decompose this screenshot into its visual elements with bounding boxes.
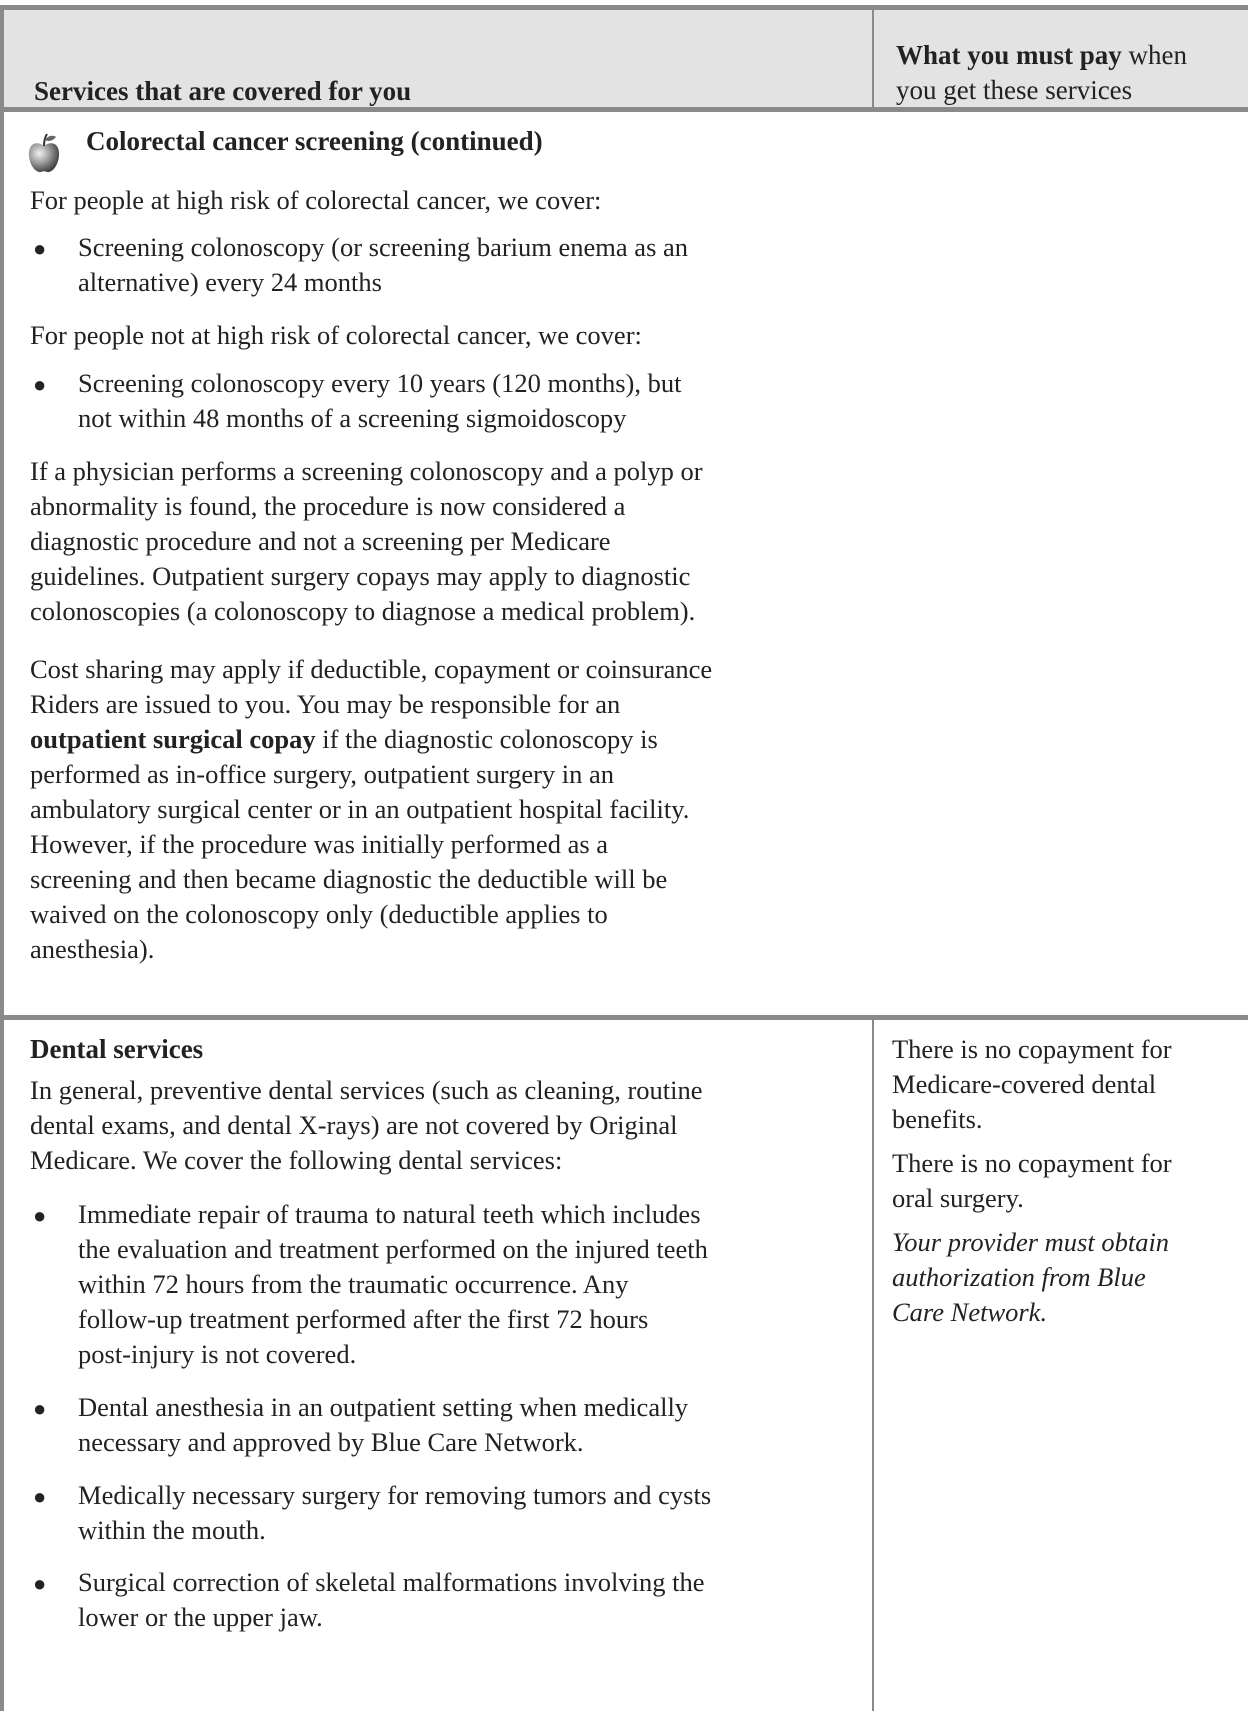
dental-pay-line: There is no copayment for [892, 1034, 1172, 1064]
dental-title: Dental services [30, 1034, 204, 1064]
dental-pay-line: oral surgery. [892, 1183, 1024, 1213]
header-divider [872, 5, 874, 112]
dental-bullet1-line: the evaluation and treatment performed on the injured teeth [78, 1234, 708, 1264]
bullet-marker: ● [33, 236, 47, 261]
dental-auth-line: authorization from Blue [892, 1262, 1146, 1292]
dental-bullet3-line: within the mouth. [78, 1515, 266, 1545]
apple-icon [26, 132, 62, 174]
dental-pay-line: Medicare-covered dental [892, 1069, 1157, 1099]
dental-bullet4-line: lower or the upper jaw. [78, 1602, 323, 1632]
dental-intro-line: dental exams, and dental X-rays) are not covered by Original [30, 1110, 678, 1140]
section-divider [0, 1015, 1248, 1020]
dental-pay-line: benefits. [892, 1104, 983, 1134]
para2-line: Riders are issued to you. You may be responsible for an [30, 689, 621, 719]
dental-bullet1-line: within 72 hours from the traumatic occurrence. Any [78, 1269, 629, 1299]
high-risk-bullet-line1: Screening colonoscopy (or screening barium enema as an [78, 232, 689, 262]
high-risk-bullet-line2: alternative) every 24 months [78, 267, 382, 297]
dental-bullet3-line: Medically necessary surgery for removing tumors and cysts [78, 1480, 712, 1510]
para1-line: guidelines. Outpatient surgery copays may apply to diagnostic [30, 561, 691, 591]
bullet-marker: ● [33, 1396, 47, 1421]
bullet-marker: ● [33, 1484, 47, 1509]
para1-line: abnormality is found, the procedure is now considered a [30, 491, 626, 521]
header-pay-rest: when [1121, 40, 1188, 70]
not-high-bullet-line1: Screening colonoscopy every 10 years (120 months), but [78, 368, 682, 398]
dental-bullet1-line: follow-up treatment performed after the first 72 hours [78, 1304, 649, 1334]
bullet-marker: ● [33, 372, 47, 397]
not-high-risk-intro: For people not at high risk of colorectal cancer, we cover: [30, 320, 642, 350]
para2-line: performed as in-office surgery, outpatient surgery in an [30, 759, 615, 789]
dental-bullet2-line: Dental anesthesia in an outpatient setting when medically [78, 1392, 689, 1422]
dental-auth-line: Your provider must obtain [892, 1227, 1170, 1257]
colorectal-title: Colorectal cancer screening (continued) [86, 126, 543, 156]
dental-intro-line: In general, preventive dental services (such as cleaning, routine [30, 1075, 703, 1105]
table-header [0, 5, 1248, 112]
para2-line: anesthesia). [30, 934, 155, 964]
header-pay-line2: you get these services [896, 75, 1133, 105]
para2-line: screening and then became diagnostic the deductible will be [30, 864, 668, 894]
para1-line: diagnostic procedure and not a screening per Medicare [30, 526, 611, 556]
dental-auth-line: Care Network. [892, 1297, 1048, 1327]
para2-line: However, if the procedure was initially performed as a [30, 829, 609, 859]
not-high-bullet-line2: not within 48 months of a screening sigmoidoscopy [78, 403, 627, 433]
para2-line: Cost sharing may apply if deductible, copayment or coinsurance [30, 654, 713, 684]
header-pay-bold: What you must pay [896, 40, 1122, 70]
dental-pay-line: There is no copayment for [892, 1148, 1172, 1178]
header-services-label: Services that are covered for you [34, 76, 412, 106]
bullet-marker: ● [33, 1571, 47, 1596]
dental-bullet1-line: post-injury is not covered. [78, 1339, 357, 1369]
dental-intro-line: Medicare. We cover the following dental services: [30, 1145, 563, 1175]
para1-line: If a physician performs a screening colonoscopy and a polyp or [30, 456, 703, 486]
bullet-marker: ● [33, 1203, 47, 1228]
outpatient-copay-emphasis: outpatient surgical copay [30, 724, 316, 754]
dental-bullet2-line: necessary and approved by Blue Care Network. [78, 1427, 584, 1457]
high-risk-intro: For people at high risk of colorectal cancer, we cover: [30, 185, 602, 215]
para2-line: ambulatory surgical center or in an outpatient hospital facility. [30, 794, 690, 824]
header-pay-label [896, 38, 1246, 108]
dental-bullet4-line: Surgical correction of skeletal malformations involving the [78, 1567, 705, 1597]
para2-line: waived on the colonoscopy only (deductible applies to [30, 899, 608, 929]
para2-line-rest: if the diagnostic colonoscopy is [315, 724, 658, 754]
dental-column-divider [872, 1020, 874, 1711]
dental-bullet1-line: Immediate repair of trauma to natural teeth which includes [78, 1199, 701, 1229]
para1-line: colonoscopies (a colonoscopy to diagnose a medical problem). [30, 596, 696, 626]
para2-line [30, 722, 658, 756]
